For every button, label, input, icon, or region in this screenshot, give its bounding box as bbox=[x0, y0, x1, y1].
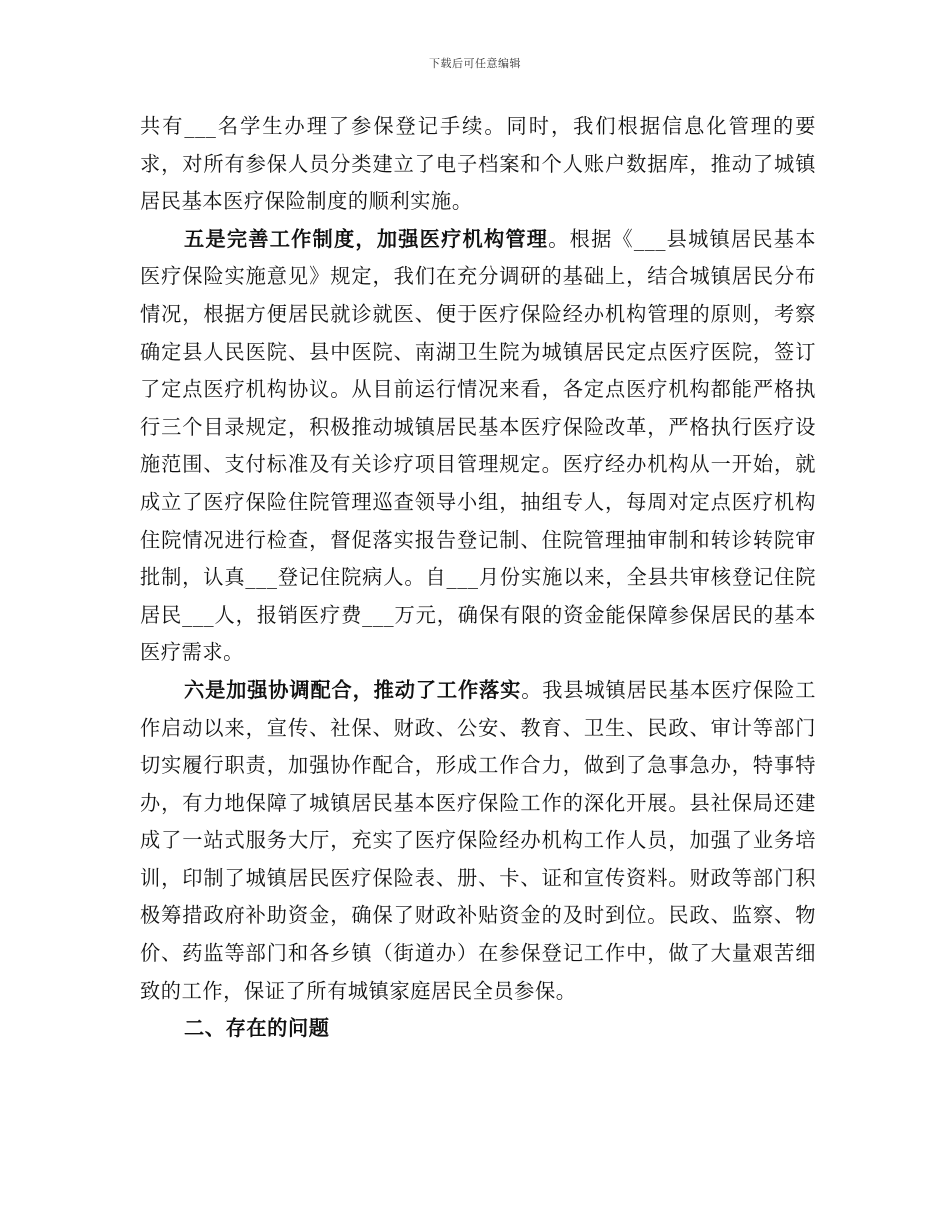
document-body bbox=[140, 108, 816, 1048]
paragraph-3 bbox=[140, 672, 816, 1010]
paragraph-3-lead: 六是加强协调配合，推动了工作落实 bbox=[184, 677, 522, 702]
paragraph-2-lead: 五是完善工作制度，加强医疗机构管理 bbox=[184, 226, 549, 251]
paragraph-2 bbox=[140, 221, 816, 672]
paragraph-1 bbox=[140, 108, 816, 221]
paragraph-3-text: 。我县城镇居民基本医疗保险工作启动以来，宣传、社保、财政、公安、教育、卫生、民政、审计等部门切实履行职责，加强协作配合，形成工作合力，做到了急事急办，特事特办，有力地保障了城镇居民基本医疗保险工作的深化开展。县社保局还建成了一站式服务大厅，充实了医疗保险经办机构工作人员，加强了业务培训，印制了城镇居民医疗保险表、册、卡、证和宣传资料。财政等部门积极筹措政府补助资金，确保了财政补贴资金的及时到位。民政、监察、物价、药监等部门和各乡镇（街道办）在参保登记工作中，做了大量艰苦细致的工作，保证了所有城镇家庭居民全员参保。 bbox=[140, 677, 816, 1003]
section-heading: 二、存在的问题 bbox=[184, 1016, 330, 1041]
paragraph-1-text: 共有___名学生办理了参保登记手续。同时，我们根据信息化管理的要求，对所有参保人员分类建立了电子档案和个人账户数据库，推动了城镇居民基本医疗保险制度的顺利实施。 bbox=[140, 114, 816, 214]
page-header: 下载后可任意编辑 bbox=[429, 57, 521, 70]
paragraph-2-text: 。根据《___县城镇居民基本医疗保险实施意见》规定，我们在充分调研的基础上，结合城镇居民分布情况，根据方便居民就诊就医、便于医疗保险经办机构管理的原则，考察确定县人民医院、县中医院、南湖卫生院为城镇居民定点医疗医院，签订了定点医疗机构协议。从目前运行情况来看，各定点医疗机构都能严格执行三个目录规定，积极推动城镇居民基本医疗保险改革，严格执行医疗设施范围、支付标准及有关诊疗项目管理规定。医疗经办机构从一开始，就成立了医疗保险住院管理巡查领导小组，抽组专人，每周对定点医疗机构住院情况进行检查，督促落实报告登记制、住院管理抽审制和转诊转院审批制，认真___登记住院病人。自___月份实施以来，全县共审核登记住院居民___人，报销医疗费___万元，确保有限的资金能保障参保居民的基本医疗需求。 bbox=[140, 226, 816, 665]
